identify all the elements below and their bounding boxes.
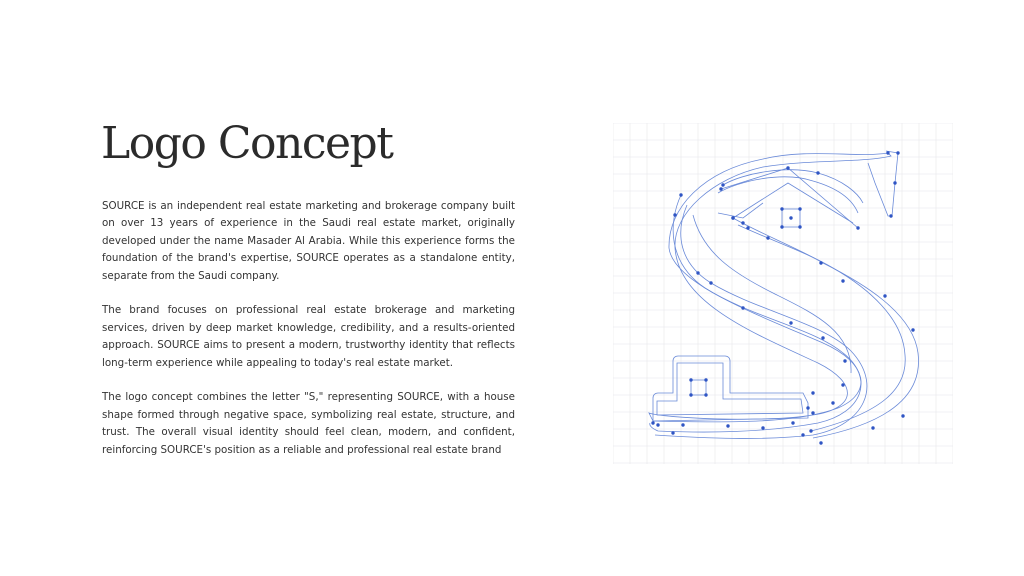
anchor-point	[893, 181, 896, 184]
anchor-point	[709, 281, 712, 284]
anchor-point	[889, 214, 892, 217]
anchor-point	[841, 279, 844, 282]
anchor-point	[656, 423, 659, 426]
anchor-point	[689, 393, 692, 396]
logo-construction-svg	[613, 123, 953, 464]
anchor-point	[719, 187, 722, 190]
anchor-point	[856, 226, 859, 229]
anchor-point	[761, 426, 764, 429]
anchor-point	[911, 328, 914, 331]
anchor-point	[689, 378, 692, 381]
anchor-point	[766, 236, 769, 239]
anchor-point	[651, 421, 654, 424]
anchor-point	[681, 423, 684, 426]
anchor-point	[786, 166, 789, 169]
anchor-point	[704, 393, 707, 396]
anchor-point	[816, 171, 819, 174]
anchor-point	[746, 226, 749, 229]
anchor-point	[811, 411, 814, 414]
anchor-point	[731, 216, 734, 219]
anchor-point	[798, 225, 801, 228]
anchor-point	[886, 151, 889, 154]
anchor-point	[673, 213, 676, 216]
anchor-point	[841, 383, 844, 386]
anchor-point	[721, 183, 724, 186]
anchor-point	[843, 359, 846, 362]
anchor-point	[741, 221, 744, 224]
anchor-point	[896, 151, 899, 154]
anchor-point	[819, 441, 822, 444]
slide-title: Logo Concept	[101, 118, 393, 169]
anchor-point	[801, 433, 804, 436]
anchor-point	[780, 207, 783, 210]
paragraph-concept: The logo concept combines the letter "S," representing SOURCE, with a house shape formed through negative space, symbolizing real estate, structure, and trust. The overall visual identity should feel clean, modern, and confident, reinforcing SOURCE's position as a reliable and professional real estate brand	[102, 391, 515, 456]
anchor-point	[679, 193, 682, 196]
anchor-point	[789, 321, 792, 324]
anchor-point	[883, 294, 886, 297]
anchor-point	[671, 431, 674, 434]
anchor-point	[791, 421, 794, 424]
anchor-point	[798, 207, 801, 210]
anchor-point	[806, 406, 809, 409]
anchor-point	[821, 336, 824, 339]
description-text	[102, 198, 515, 476]
anchor-point	[819, 261, 822, 264]
anchor-point	[871, 426, 874, 429]
anchor-point	[809, 429, 812, 432]
anchor-point	[696, 271, 699, 274]
anchor-point	[901, 414, 904, 417]
anchor-point	[789, 216, 792, 219]
anchor-point	[741, 306, 744, 309]
paragraph-focus: The brand focuses on professional real estate brokerage and marketing services, driven by deep market knowledge, credibility, and a results-oriented approach. SOURCE aims to present a modern, trustworthy identity that reflects long-term experience while appealing to today's real estate market.	[102, 304, 515, 369]
anchor-point	[811, 391, 814, 394]
anchor-point	[780, 225, 783, 228]
anchor-point	[704, 378, 707, 381]
paragraph-intro: SOURCE is an independent real estate marketing and brokerage company built on over 13 years of experience in the Saudi real estate market, originally developed under the name Masader Al Arabia. While this experience forms the foundation of the brand's expertise, SOURCE operates as a standalone entity, separate from the Saudi company.	[102, 200, 515, 282]
anchor-point	[831, 401, 834, 404]
logo-construction-figure	[613, 123, 953, 464]
construction-grid	[613, 123, 953, 464]
anchor-point	[726, 424, 729, 427]
